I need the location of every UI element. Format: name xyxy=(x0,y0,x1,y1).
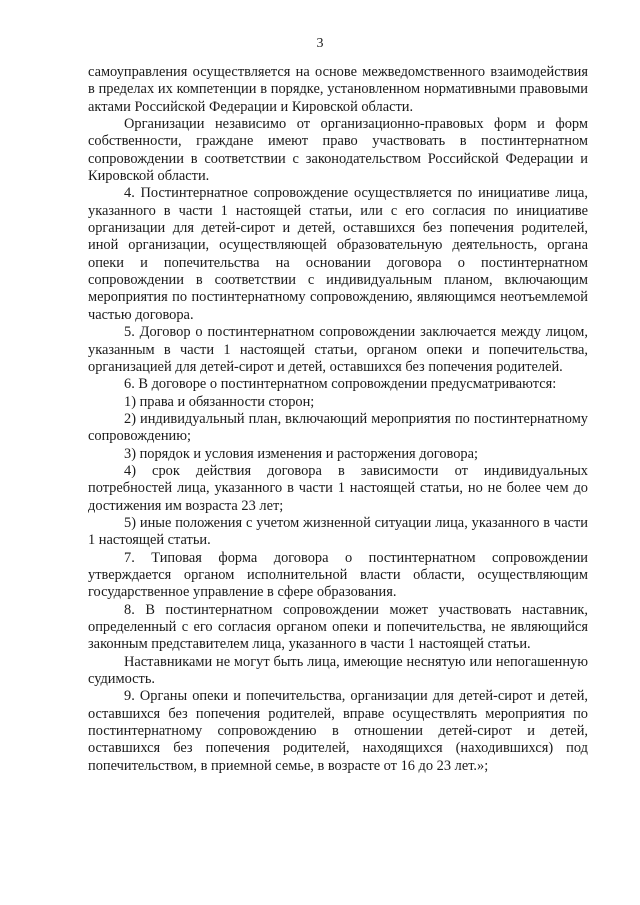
list-item-6-3: 3) порядок и условия изменения и расторжения договора; xyxy=(124,445,479,462)
paragraph-continuation: самоуправления осуществляется на основе межведомственного взаимодействия в пределах их компетенции в порядке, установленном нормативными правовыми актами Российской Федерации и Кировской области. xyxy=(88,64,588,115)
paragraph-item-6: 6. В договоре о постинтернатном сопровождении предусматриваются: xyxy=(124,376,557,393)
paragraph-item-9: 9. Органы опеки и попечительства, организации для детей-сирот и детей, оставшихся без попечения родителей, вправе осуществлять мероприятия по постинтернатному сопровождению в отношении детей-сирот и детей, оставшихся без попечения родителей, находящихся (находившихся) под попечительством, в приемной семье, в возрасте от 16 до 23 лет.»; xyxy=(88,688,588,774)
paragraph-organizations: Организации независимо от организационно-правовых форм и форм собственности, граждане имеют право участвовать в постинтернатном сопровождении в соответствии с законодательством Российской Федерации и Кировской области. xyxy=(88,116,588,185)
list-item-6-5: 5) иные положения с учетом жизненной ситуации лица, указанного в части 1 настоящей статьи. xyxy=(88,514,588,549)
list-item-6-4: 4) срок действия договора в зависимости от индивидуальных потребностей лица, указанного в части 1 настоящей статьи, но не более чем до достижения им возраста 23 лет; xyxy=(88,462,588,514)
page-number: 3 xyxy=(316,36,324,51)
paragraph-mentors: Наставниками не могут быть лица, имеющие неснятую или непогашенную судимость. xyxy=(88,653,588,688)
document-body xyxy=(88,64,588,775)
paragraph-item-4: 4. Постинтернатное сопровождение осуществляется по инициативе лица, указанного в части 1 настоящей статьи, или с его согласия по инициативе организации для детей-сирот и детей, оставшихся без попечения родителей, иной организации, осуществляющей образовательную деятельность, органа опеки и попечительства на основании договора о постинтернатном сопровождении в соответствии с индивидуальным планом, включающим мероприятия по постинтернатному сопровождению, являющимся неотъемлемой частью договора. xyxy=(88,185,588,323)
list-item-6-1: 1) права и обязанности сторон; xyxy=(124,393,315,410)
paragraph-item-7: 7. Типовая форма договора о постинтернатном сопровождении утверждается органом исполнительной власти области, осуществляющим государственное управление в сфере образования. xyxy=(88,549,588,601)
paragraph-item-5: 5. Договор о постинтернатном сопровождении заключается между лицом, указанным в части 1 настоящей статьи, органом опеки и попечительства, организацией для детей-сирот и детей, оставшихся без попечения родителей. xyxy=(88,324,588,375)
list-item-6-2: 2) индивидуальный план, включающий мероприятия по постинтернатному сопровождению; xyxy=(88,410,588,445)
paragraph-item-8: 8. В постинтернатном сопровождении может участвовать наставник, определенный с его согласия органом опеки и попечительства, не являющийся законным представителем лица, указанного в части 1 настоящей статьи. xyxy=(88,601,588,653)
